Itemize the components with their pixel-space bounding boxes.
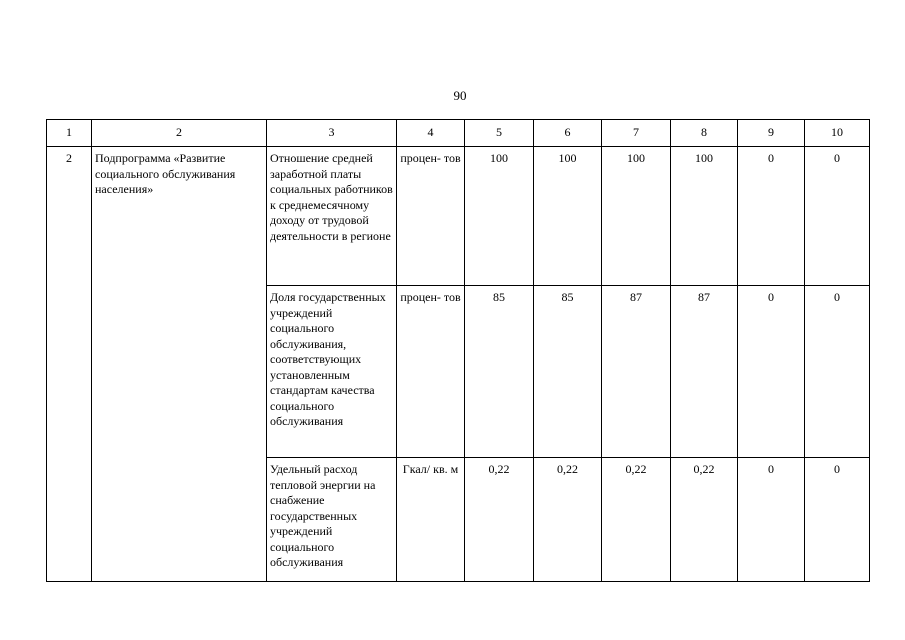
value-cell: 100 — [534, 147, 602, 286]
value-cell: 0 — [738, 458, 805, 582]
unit-cell: процен- тов — [397, 147, 465, 286]
header-cell: 7 — [602, 120, 671, 147]
header-cell: 4 — [397, 120, 465, 147]
value-cell: 0,22 — [465, 458, 534, 582]
header-cell: 10 — [805, 120, 870, 147]
value-cell: 100 — [671, 147, 738, 286]
value-cell: 100 — [602, 147, 671, 286]
value-cell: 0 — [738, 147, 805, 286]
value-cell: 0 — [805, 147, 870, 286]
header-cell: 2 — [92, 120, 267, 147]
value-cell: 100 — [465, 147, 534, 286]
header-cell: 5 — [465, 120, 534, 147]
header-cell: 6 — [534, 120, 602, 147]
program-name-cell: Подпрограмма «Развитие социального обслуживания населения» — [92, 147, 267, 582]
row-number-cell: 2 — [47, 147, 92, 582]
table-row — [47, 147, 870, 286]
header-cell: 9 — [738, 120, 805, 147]
value-cell: 0 — [738, 286, 805, 458]
value-cell: 85 — [534, 286, 602, 458]
indicator-cell: Доля государственных учреждений социального обслуживания, соответствующих установленным стандартам качества социального обслуживания — [267, 286, 397, 458]
header-cell: 8 — [671, 120, 738, 147]
unit-cell: процен- тов — [397, 286, 465, 458]
unit-cell: Гкал/ кв. м — [397, 458, 465, 582]
value-cell: 0,22 — [602, 458, 671, 582]
value-cell: 0,22 — [671, 458, 738, 582]
value-cell: 85 — [465, 286, 534, 458]
value-cell: 87 — [671, 286, 738, 458]
header-cell: 3 — [267, 120, 397, 147]
value-cell: 0,22 — [534, 458, 602, 582]
indicator-cell: Удельный расход тепловой энергии на снабжение государственных учреждений социального обслуживания — [267, 458, 397, 582]
value-cell: 0 — [805, 286, 870, 458]
value-cell: 87 — [602, 286, 671, 458]
header-cell: 1 — [47, 120, 92, 147]
value-cell: 0 — [805, 458, 870, 582]
header-row — [47, 120, 870, 147]
indicators-table — [46, 119, 870, 582]
indicator-cell: Отношение средней заработной платы социальных работников к среднемесячному доходу от трудовой деятельности в регионе — [267, 147, 397, 286]
page-number: 90 — [453, 88, 467, 103]
